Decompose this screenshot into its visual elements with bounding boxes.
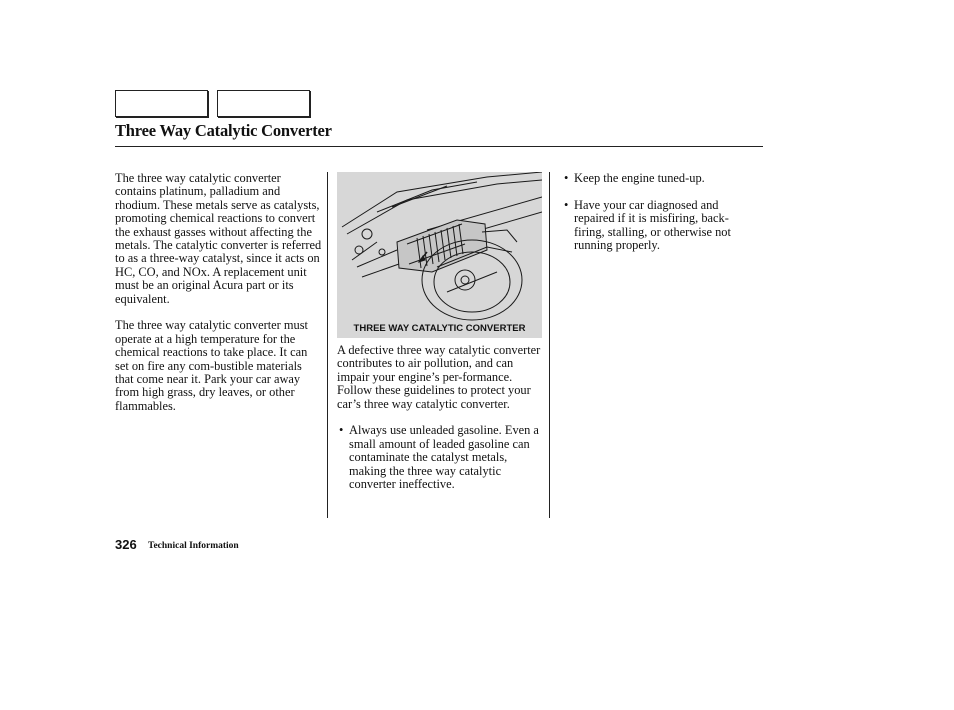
bullet-item-engine-tuned <box>562 172 752 185</box>
bullet-marker: • <box>564 171 569 185</box>
page-number: 326 <box>115 537 137 552</box>
page-title: Three Way Catalytic Converter <box>115 121 332 140</box>
figure-caption: THREE WAY CATALYTIC CONVERTER <box>353 323 526 334</box>
column-right <box>562 172 752 266</box>
column-left <box>115 172 323 427</box>
nav-tab-box-1[interactable] <box>115 90 208 117</box>
bullet-text: Keep the engine tuned-up. <box>574 171 705 185</box>
bullet-text: Always use unleaded gasoline. Even a small amount of leaded gasoline can contaminate the catalyst metals, making the three way catalytic converter ineffective. <box>349 423 539 492</box>
paragraph-high-temperature: The three way catalytic converter must operate at a high temperature for the chemical reactions to take place. It can set on fire any com-bustible materials that come near it. Park your car away from high grass, dry leaves, or other flammables. <box>115 318 308 413</box>
bullet-marker: • <box>339 423 344 438</box>
bullet-item-diagnosed <box>562 199 752 253</box>
catalytic-converter-figure <box>337 172 542 338</box>
column-divider-1 <box>327 172 328 518</box>
paragraph-catalyst-metals: The three way catalytic converter contains platinum, palladium and rhodium. These metals serve as catalysts, promoting chemical reactions to convert the exhaust gasses without affecting the metals. The catalytic converter is referred to as a three-way catalyst, since it acts on HC, CO, and NOx. A replacement unit must be an original Acura part or its equivalent. <box>115 171 322 306</box>
title-rule <box>115 146 763 147</box>
catalytic-converter-illustration <box>337 172 542 322</box>
section-name: Technical Information <box>148 541 239 551</box>
column-middle <box>337 344 545 505</box>
paragraph-defective-converter: A defective three way catalytic converter contributes to air pollution, and can impair your engine’s per-formance. Follow these guidelines to protect your car’s three way catalytic converter. <box>337 343 541 411</box>
bullet-item-unleaded-gasoline <box>337 424 545 491</box>
bullet-text: Have your car diagnosed and repaired if it is misfiring, back-firing, stalling, or otherwise not running properly. <box>574 197 731 253</box>
bullet-marker: • <box>564 197 569 212</box>
column-divider-2 <box>549 172 550 518</box>
nav-tab-box-2[interactable] <box>217 90 310 117</box>
